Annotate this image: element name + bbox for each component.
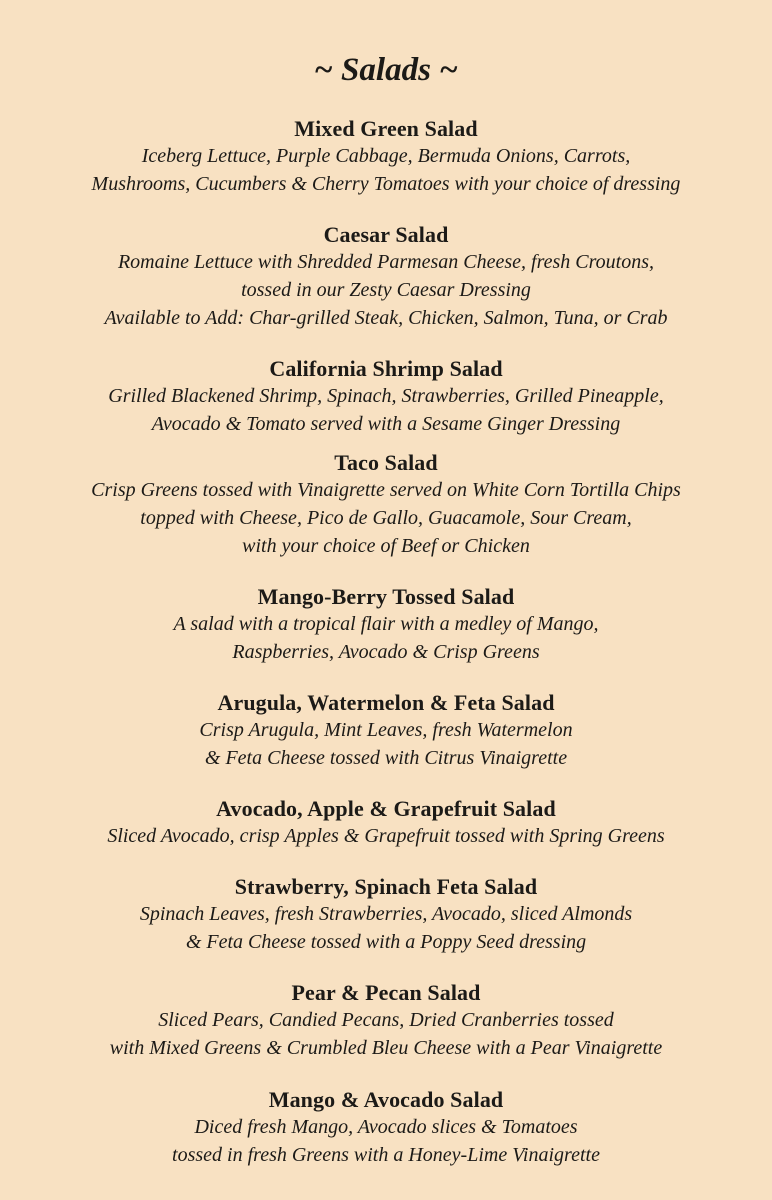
menu-item [0, 584, 772, 666]
description-line: & Feta Cheese tossed with Citrus Vinaigrette [204, 747, 568, 769]
menu-item [0, 980, 772, 1062]
description-line: A salad with a tropical flair with a medley of Mango, [173, 613, 599, 635]
menu-item-description [0, 1006, 772, 1062]
menu-item-description [0, 610, 772, 666]
menu-item-name: Arugula, Watermelon & Feta Salad [217, 690, 555, 715]
menu-item [0, 796, 772, 850]
menu-item-name: California Shrimp Salad [269, 356, 503, 381]
menu-item-name: Mixed Green Salad [294, 116, 478, 141]
menu-item-name: Avocado, Apple & Grapefruit Salad [216, 796, 556, 821]
description-line: Available to Add: Char-grilled Steak, Chicken, Salmon, Tuna, or Crab [104, 307, 668, 329]
description-line: Romaine Lettuce with Shredded Parmesan Cheese, fresh Croutons, [117, 251, 655, 273]
description-line: Iceberg Lettuce, Purple Cabbage, Bermuda Onions, Carrots, [141, 145, 631, 167]
description-line: tossed in our Zesty Caesar Dressing [241, 279, 531, 301]
menu-item-description [0, 476, 772, 560]
menu-item [0, 222, 772, 332]
menu-item-description [0, 382, 772, 438]
menu-item [0, 356, 772, 438]
description-line: Sliced Avocado, crisp Apples & Grapefruit tossed with Spring Greens [107, 825, 665, 847]
menu-section-title: ~ Salads ~ [314, 52, 458, 88]
menu-item [0, 1087, 772, 1169]
description-line: Crisp Greens tossed with Vinaigrette served on White Corn Tortilla Chips [91, 479, 681, 501]
menu-item-description [0, 248, 772, 332]
description-line: with Mixed Greens & Crumbled Bleu Cheese with a Pear Vinaigrette [109, 1037, 663, 1059]
menu-item-description [0, 900, 772, 956]
menu-item [0, 874, 772, 956]
description-line: tossed in fresh Greens with a Honey-Lime Vinaigrette [172, 1144, 600, 1166]
description-line: Crisp Arugula, Mint Leaves, fresh Watermelon [199, 719, 573, 741]
description-line: topped with Cheese, Pico de Gallo, Guacamole, Sour Cream, [140, 507, 632, 529]
description-line: Grilled Blackened Shrimp, Spinach, Strawberries, Grilled Pineapple, [108, 385, 664, 407]
menu-item-description [0, 716, 772, 772]
menu-item-name: Taco Salad [334, 450, 438, 475]
description-line: Spinach Leaves, fresh Strawberries, Avocado, sliced Almonds [139, 903, 633, 925]
description-line: Mushrooms, Cucumbers & Cherry Tomatoes with your choice of dressing [91, 173, 681, 195]
menu-item [0, 690, 772, 772]
menu-item-name: Strawberry, Spinach Feta Salad [234, 874, 538, 899]
menu-item [0, 116, 772, 198]
description-line: Diced fresh Mango, Avocado slices & Tomatoes [194, 1116, 578, 1138]
menu-item-name: Mango & Avocado Salad [268, 1087, 504, 1112]
menu-item-description [0, 822, 772, 850]
menu-item [0, 450, 772, 560]
menu-item-name: Pear & Pecan Salad [291, 980, 481, 1005]
menu-item-name: Mango-Berry Tossed Salad [257, 584, 515, 609]
description-line: with your choice of Beef or Chicken [242, 535, 530, 557]
description-line: Sliced Pears, Candied Pecans, Dried Cranberries tossed [158, 1009, 614, 1031]
description-line: Avocado & Tomato served with a Sesame Ginger Dressing [151, 413, 621, 435]
menu-item-description [0, 142, 772, 198]
description-line: & Feta Cheese tossed with a Poppy Seed dressing [185, 931, 587, 953]
menu-item-description [0, 1113, 772, 1169]
menu-item-name: Caesar Salad [323, 222, 449, 247]
description-line: Raspberries, Avocado & Crisp Greens [232, 641, 540, 663]
